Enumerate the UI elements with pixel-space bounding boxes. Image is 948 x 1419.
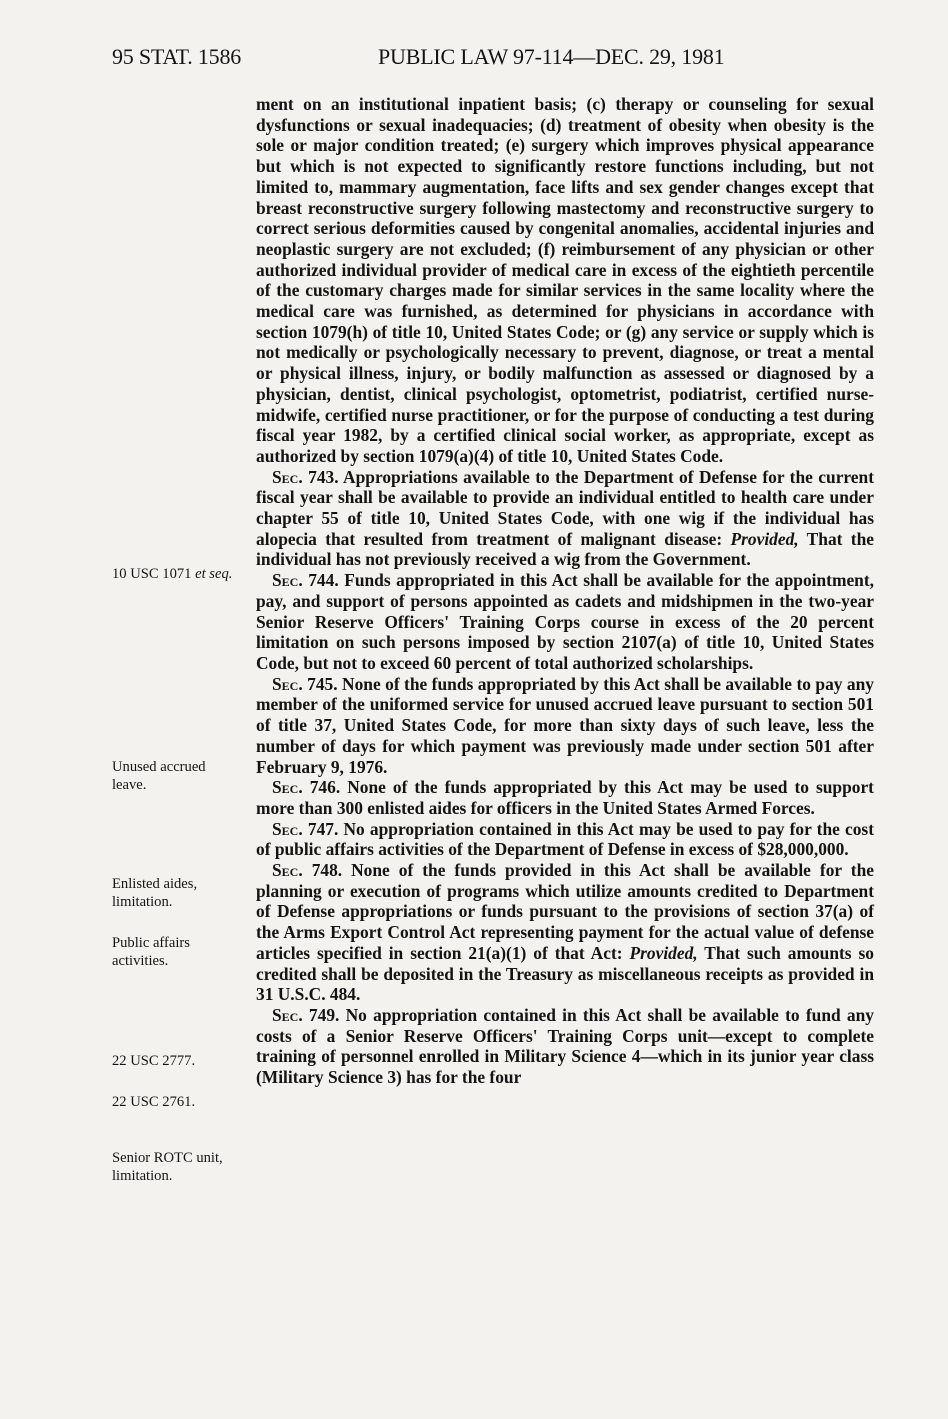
section-label: Sec. 746. — [272, 777, 341, 798]
section-749 — [256, 1005, 874, 1088]
statute-body — [256, 94, 874, 1088]
section-label: Sec. 743. — [272, 466, 339, 487]
section-text: None of the funds appropriated by this Act shall be available to pay any member of the uniformed service for unused accrued leave pursuant to section 501 of title 37, United States Code, for more than sixty days of such leave, less the number of days for which payment was previously made under section 501 after February 9, 1976. — [256, 673, 874, 777]
margin-citation: 10 USC 1071 — [112, 566, 192, 582]
section-748 — [256, 860, 874, 1005]
statute-page-number: 95 STAT. 1586 — [112, 44, 242, 69]
proviso: Provided, — [629, 942, 698, 963]
section-text: No appropriation contained in this Act shall be available to fund any costs of a Senior Reserve Officers' Training Corps unit—except to complete training of personnel enrolled in Military Science 4—which in its junior year class (Military Science 3) has for the four — [256, 1004, 874, 1088]
section-744 — [256, 570, 874, 674]
proviso: Provided, — [730, 528, 799, 549]
margin-note-unused-leave: Unused accrued leave. — [112, 759, 206, 793]
public-law-title: PUBLIC LAW 97-114—DEC. 29, 1981 — [378, 44, 725, 69]
section-text: No appropriation contained in this Act may be used to pay for the cost of public affairs activities of the Department of Defense in excess of $28,000,000. — [256, 818, 874, 860]
section-label: Sec. 749. — [272, 1004, 340, 1025]
section-text: That such amounts so credited shall be deposited in the Treasury as miscellaneous receipts as provided in 31 U.S.C. 484. — [256, 942, 874, 1005]
margin-citation-et-seq: et seq. — [195, 566, 233, 582]
section-text: None of the funds appropriated by this Act may be used to support more than 300 enlisted aides for officers in the United States Armed Forces. — [256, 777, 874, 818]
margin-note-10-usc-1071 — [112, 566, 242, 584]
section-text: Appropriations available to the Department of Defense for the current fiscal year shall be available to provide an individual entitled to health care under chapter 55 of title 10, United States Code, with one wig if the individual has alopecia that resulted from treatment of malignant disease: — [256, 466, 874, 549]
section-743 — [256, 467, 874, 571]
margin-note-senior-rotc: Senior ROTC unit, limitation. — [112, 1150, 223, 1184]
section-746 — [256, 777, 874, 818]
margin-note-22-usc-2761: 22 USC 2761. — [112, 1094, 196, 1110]
margin-note-public-affairs: Public affairs activities. — [112, 935, 190, 969]
section-745 — [256, 674, 874, 778]
section-747 — [256, 819, 874, 860]
margin-note-enlisted-aides: Enlisted aides, limitation. — [112, 876, 198, 910]
section-text: None of the funds provided in this Act shall be available for the planning or execution of programs which utilize amounts credited to Department of Defense appropriations or funds pursuant to the provisions of section 37(a) of the Arms Export Control Act representing payment for the actual value of defense articles specified in section 21(a)(1) of that Act: — [256, 860, 874, 963]
section-label: Sec. 744. — [272, 570, 339, 591]
paragraph-continuation: ment on an institutional inpatient basis; (c) therapy or counseling for sexual dysfunctions or sexual inadequacies; (d) treatment of obesity when obesity is the sole or major condition treated; (e) surgery which improves physical appearance but which is not expected to significantly restore functions including, but not limited to, mammary augmentation, face lifts and sex gender changes except that breast reconstructive surgery following mastectomy and reconstructive surgery to correct serious deformities caused by congenital anomalies, accidental injuries and neoplastic surgery are not excluded; (f) reimbursement of any physician or other authorized individual provider of medical care in excess of the eightieth percentile of the customary charges made for similar services in the same locality where the medical care was furnished, as determined for physicians in accordance with section 1079(h) of title 10, United States Code; or (g) any service or supply which is not medically or psychologically necessary to prevent, diagnose, or treat a mental or physical illness, injury, or bodily malfunction as assessed or diagnosed by a physician, dentist, clinical psychologist, optometrist, podiatrist, certified nurse-midwife, certified nurse practitioner, or for the purpose of conducting a test during fiscal year 1982, by a certified clinical social worker, as appropriate, except as authorized by section 1079(a)(4) of title 10, United States Code. — [256, 94, 874, 466]
section-label: Sec. 747. — [272, 818, 339, 839]
section-text: That the individual has not previously received a wig from the Government. — [256, 528, 874, 570]
section-label: Sec. 745. — [272, 673, 338, 694]
page-header — [0, 44, 948, 74]
margin-note-22-usc-2777: 22 USC 2777. — [112, 1053, 196, 1069]
section-text: Funds appropriated in this Act shall be available for the appointment, pay, and support of persons appointed as cadets and midshipmen in the two-year Senior Reserve Officers' Training Corps course in excess of the 20 percent limitation on such persons imposed by section 2107(a) of title 10, United States Code, but not to exceed 60 percent of total authorized scholarships. — [256, 570, 874, 673]
section-label: Sec. 748. — [272, 860, 343, 881]
